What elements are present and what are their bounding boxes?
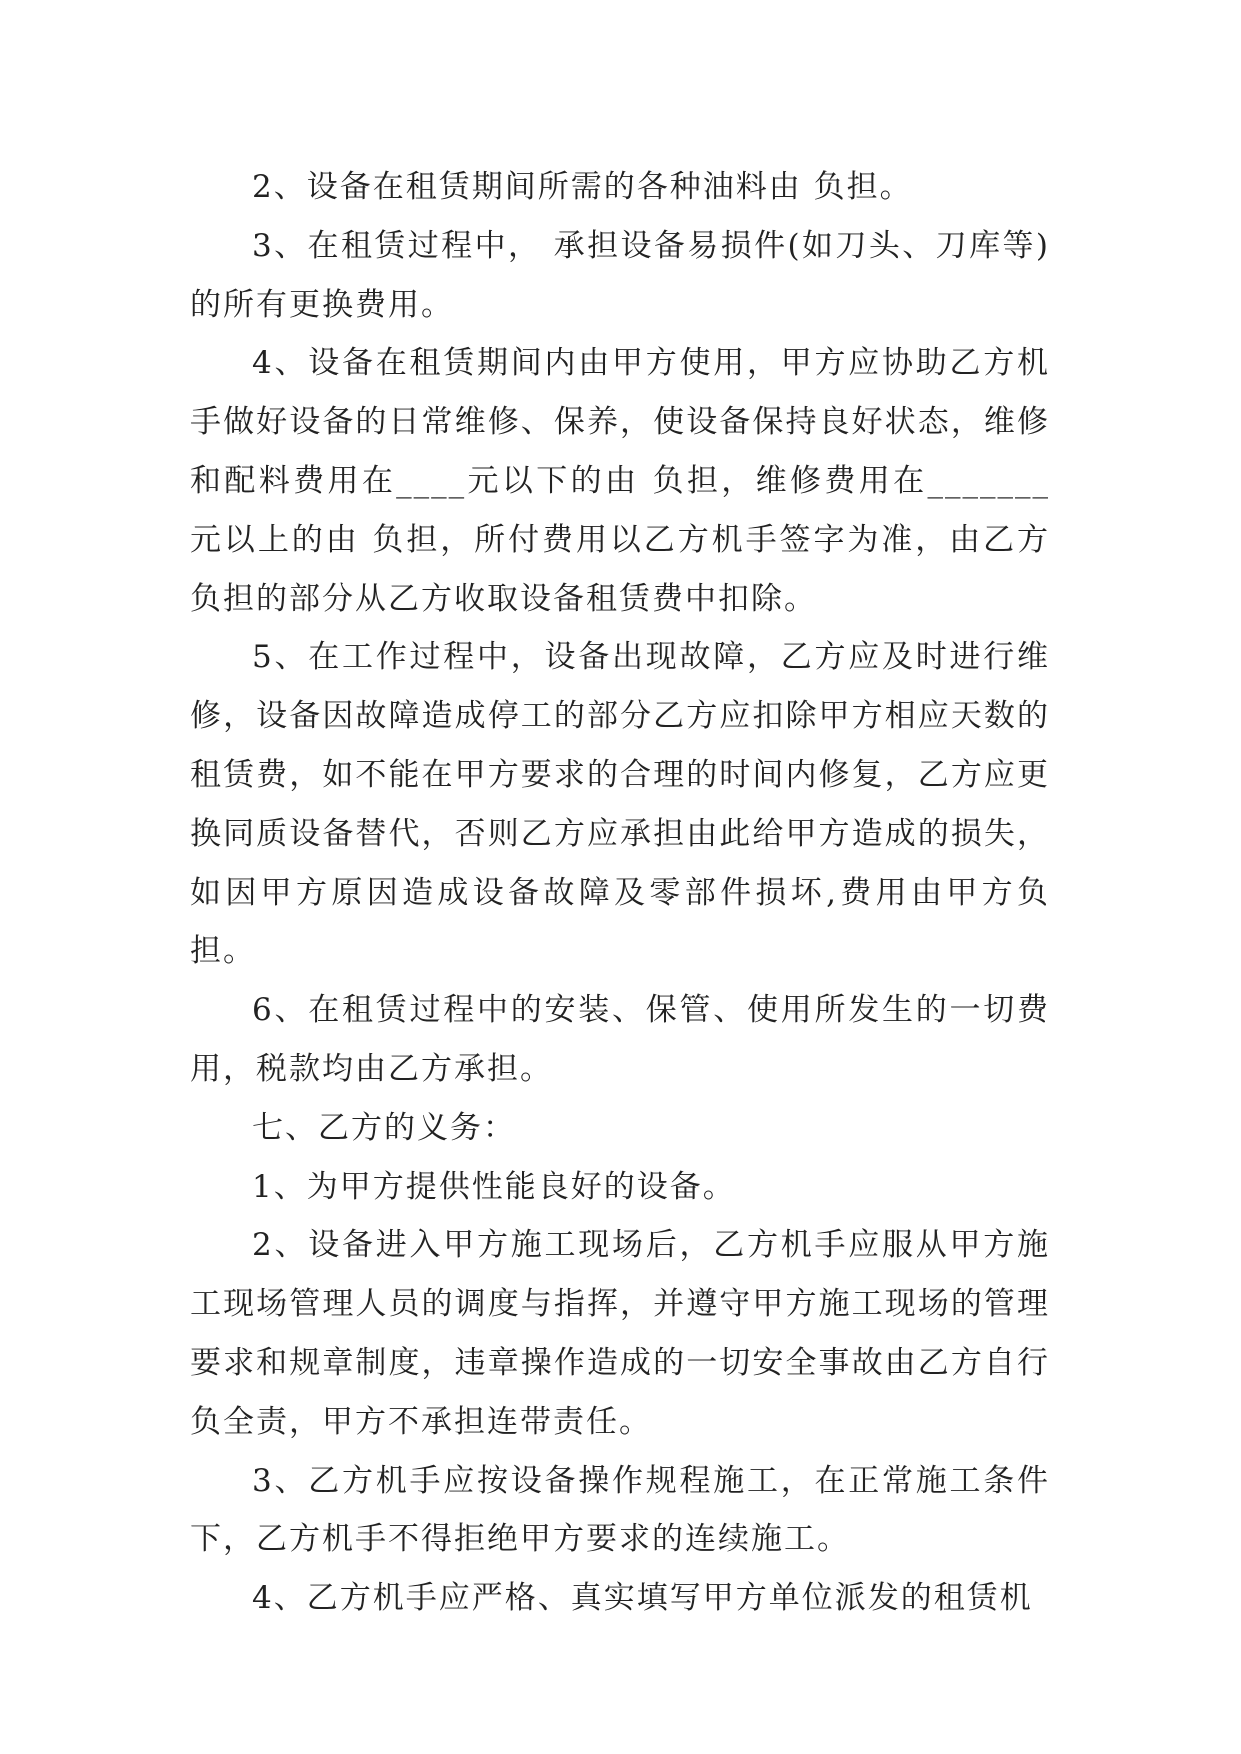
paragraph-clause-2-fuel: 2、设备在租赁期间所需的各种油料由 负担。 xyxy=(252,169,913,205)
section-heading-party-b-obligations: 七、乙方的义务： xyxy=(252,1109,516,1146)
paragraph-obligation-1: 1、为甲方提供性能良好的设备。 xyxy=(252,1168,736,1205)
paragraph-obligation-2: 2、设备进入甲方施工现场后，乙方机手应服从甲方施工现场管理人员的调度与指挥，并遵守甲方施工现场的管理要求和规章制度，违章操作造成的一切安全事故由乙方自行负全责，甲方不承担连带责任。 xyxy=(190,1227,1050,1440)
paragraph-clause-4-maintenance: 4、设备在租赁期间内由甲方使用，甲方应协助乙方机手做好设备的日常维修、保养，使设备保持良好状态，维修和配料费用在____元以下的由 负担，维修费用在_______元以上的由 负担，所付费用以乙方机手签字为准，由乙方负担的部分从乙方收取设备租赁费中扣除。 xyxy=(190,345,1050,617)
paragraph-clause-5-faults: 5、在工作过程中，设备出现故障，乙方应及时进行维修，设备因故障造成停工的部分乙方应扣除甲方相应天数的租赁费，如不能在甲方要求的合理的时间内修复，乙方应更换同质设备替代，否则乙方应承担由此给甲方造成的损失，如因甲方原因造成设备故障及零部件损坏,费用由甲方负担。 xyxy=(190,639,1050,970)
document-body xyxy=(190,158,1050,1628)
paragraph-clause-6-costs: 6、在租赁过程中的安装、保管、使用所发生的一切费用，税款均由乙方承担。 xyxy=(190,992,1050,1087)
paragraph-obligation-3: 3、乙方机手应按设备操作规程施工，在正常施工条件下，乙方机手不得拒绝甲方要求的连续施工。 xyxy=(190,1462,1050,1558)
paragraph-clause-3-wear-parts: 3、在租赁过程中， 承担设备易损件(如刀头、刀库等)的所有更换费用。 xyxy=(190,227,1050,323)
paragraph-obligation-4: 4、乙方机手应严格、真实填写甲方单位派发的租赁机 xyxy=(252,1580,1033,1617)
